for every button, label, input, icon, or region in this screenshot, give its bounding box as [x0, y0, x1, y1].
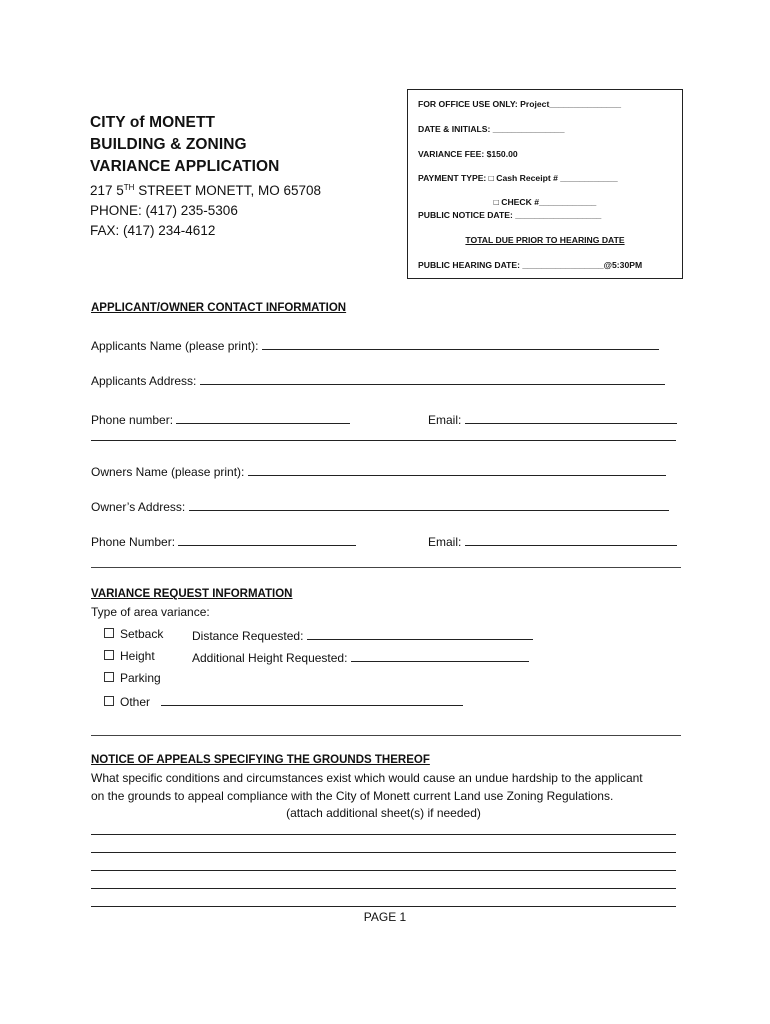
- owner-address-field[interactable]: [189, 498, 669, 511]
- office-project: FOR OFFICE USE ONLY: Project_______________: [418, 99, 622, 109]
- appeals-description: [91, 769, 691, 805]
- applicant-address-field[interactable]: [200, 372, 665, 385]
- owner-phone-field[interactable]: [178, 533, 356, 546]
- other-field[interactable]: [161, 693, 463, 706]
- page-number: PAGE 1: [363, 910, 407, 924]
- variance-heading: VARIANCE REQUEST INFORMATION: [91, 588, 293, 600]
- option-label: Setback: [120, 627, 164, 641]
- owner-name-field[interactable]: [248, 463, 666, 476]
- department-title: BUILDING & ZONING: [90, 136, 247, 153]
- answer-line[interactable]: [91, 906, 676, 907]
- applicant-email-label: Email:: [428, 413, 462, 427]
- distance-row: [192, 627, 533, 643]
- owner-address-row: [91, 498, 669, 514]
- applicant-address-row: [91, 372, 665, 388]
- applicant-name-row: [91, 337, 659, 353]
- owner-name-row: [91, 463, 666, 479]
- answer-line[interactable]: [91, 852, 676, 853]
- answer-line[interactable]: [91, 870, 676, 871]
- attach-note: (attach additional sheet(s) if needed): [286, 806, 481, 820]
- applicant-phone-field[interactable]: [176, 411, 350, 424]
- office-payment-type: PAYMENT TYPE: □ Cash Receipt # ____________: [418, 173, 618, 183]
- owner-address-label: Owner’s Address:: [91, 500, 186, 514]
- variance-type-label: Type of area variance:: [91, 605, 210, 619]
- applicant-phone-row: [91, 411, 350, 427]
- appeals-line-2: on the grounds to appeal compliance with the City of Monett current Land use Zoning Regulations.: [91, 789, 614, 803]
- additional-height-label: Additional Height Requested:: [192, 651, 348, 665]
- applicant-phone-label: Phone number:: [91, 413, 174, 427]
- office-variance-fee: VARIANCE FEE: $150.00: [418, 149, 518, 159]
- owner-email-row: [428, 533, 677, 549]
- checkbox-icon[interactable]: [104, 696, 114, 706]
- office-check: □ CHECK #____________: [493, 197, 597, 207]
- city-fax: FAX: (417) 234-4612: [90, 223, 216, 238]
- applicant-address-label: Applicants Address:: [91, 374, 197, 388]
- additional-height-row: [192, 649, 529, 665]
- checkbox-icon[interactable]: [104, 650, 114, 660]
- answer-line[interactable]: [91, 834, 676, 835]
- section-divider: [91, 567, 681, 568]
- owner-name-label: Owners Name (please print):: [91, 465, 245, 479]
- applicant-name-field[interactable]: [262, 337, 659, 350]
- option-label: Other: [120, 695, 151, 709]
- office-total-due: TOTAL DUE PRIOR TO HEARING DATE: [465, 235, 625, 245]
- option-height[interactable]: [104, 649, 155, 663]
- owner-phone-row: [91, 533, 356, 549]
- option-other[interactable]: [104, 693, 463, 709]
- contact-heading: APPLICANT/OWNER CONTACT INFORMATION: [91, 302, 347, 314]
- applicant-email-row: [428, 411, 677, 427]
- form-title: VARIANCE APPLICATION: [90, 158, 280, 175]
- checkbox-icon[interactable]: [104, 672, 114, 682]
- city-phone: PHONE: (417) 235-5306: [90, 203, 238, 218]
- checkbox-icon[interactable]: [104, 628, 114, 638]
- office-use-box: [407, 89, 683, 279]
- distance-label: Distance Requested:: [192, 629, 304, 643]
- city-address: 217 5TH STREET MONETT, MO 65708: [90, 183, 322, 198]
- office-hearing-date: PUBLIC HEARING DATE: _________________@5:30PM: [418, 260, 643, 270]
- appeals-line-1: What specific conditions and circumstances exist which would cause an undue hardship to the applicant: [91, 771, 643, 785]
- city-title: CITY of MONETT: [90, 114, 216, 131]
- owner-email-field[interactable]: [465, 533, 677, 546]
- owner-email-label: Email:: [428, 535, 462, 549]
- option-parking[interactable]: [104, 671, 161, 685]
- office-public-notice: PUBLIC NOTICE DATE: __________________: [418, 210, 602, 220]
- office-date-initials: DATE & INITIALS: _______________: [418, 124, 565, 134]
- applicant-name-label: Applicants Name (please print):: [91, 339, 259, 353]
- section-divider: [91, 735, 681, 736]
- additional-height-field[interactable]: [351, 649, 529, 662]
- applicant-email-field[interactable]: [465, 411, 677, 424]
- answer-line[interactable]: [91, 888, 676, 889]
- option-setback[interactable]: [104, 627, 163, 641]
- owner-phone-label: Phone Number:: [91, 535, 176, 549]
- appeals-heading: NOTICE OF APPEALS SPECIFYING THE GROUNDS THEREOF: [91, 754, 430, 766]
- option-label: Parking: [120, 671, 161, 685]
- option-label: Height: [120, 649, 155, 663]
- distance-field[interactable]: [307, 627, 533, 640]
- letterhead: [90, 112, 400, 241]
- blank-line[interactable]: [91, 440, 676, 441]
